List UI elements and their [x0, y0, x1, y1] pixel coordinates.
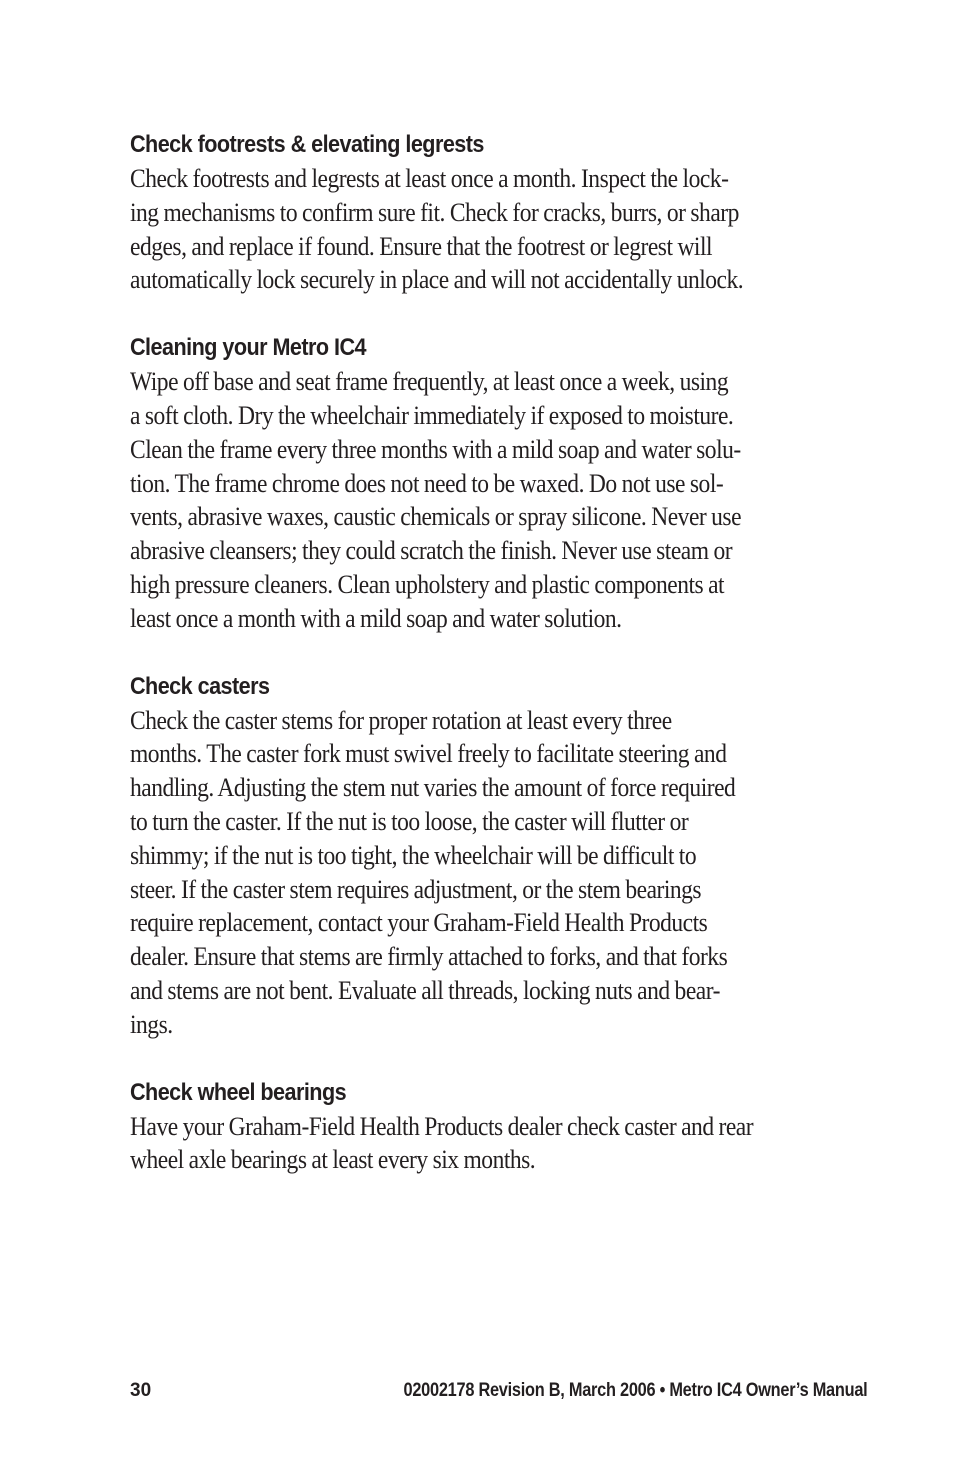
body-line: shimmy; if the nut is too tight, the wheelchair will be difficult to: [130, 840, 697, 870]
body-line: Check footrests and legrests at least once a month. Inspect the lock-: [130, 164, 729, 193]
section-casters: [130, 670, 870, 1042]
body-line: Clean the frame every three months with a mild soap and water solu-: [130, 434, 741, 464]
body-line: to turn the caster. If the nut is too loose, the caster will flutter or: [130, 806, 689, 836]
body-line: ings.: [130, 1009, 173, 1039]
section-heading: Check footrests & elevating legrests: [130, 131, 484, 158]
section-wheel-bearings: [130, 1076, 870, 1178]
document-title: 02002178 Revision B, March 2006 • Metro IC4 Owner’s Manual: [403, 1380, 867, 1401]
body-line: Check the caster stems for proper rotation at least every three: [130, 705, 672, 735]
section-heading: Cleaning your Metro IC4: [130, 334, 367, 362]
body-line: require replacement, contact your Graham-Field Health Products: [130, 908, 708, 938]
body-line: vents, abrasive waxes, caustic chemicals or spray silicone. Never use: [130, 502, 742, 532]
section-body: [130, 704, 870, 1042]
page-footer: [130, 1378, 867, 1404]
section-heading: Check casters: [130, 672, 270, 700]
body-line: dealer. Ensure that stems are firmly attached to forks, and that forks: [130, 942, 728, 972]
page-content: [130, 128, 870, 1211]
body-line: steer. If the caster stem requires adjustment, or the stem bearings: [130, 874, 702, 904]
section-body: [130, 1110, 870, 1178]
body-line: months. The caster fork must swivel freely to facilitate steering and: [130, 739, 727, 769]
section-heading: Check wheel bearings: [130, 1078, 347, 1106]
body-line: abrasive cleansers; they could scratch the finish. Never use steam or: [130, 536, 733, 566]
section-body: [130, 162, 870, 297]
body-line: Have your Graham-Field Health Products dealer check caster and rear: [130, 1111, 754, 1141]
page-number: 30: [130, 1380, 152, 1401]
body-line: tion. The frame chrome does not need to be waxed. Do not use sol-: [130, 468, 724, 498]
body-line: edges, and replace if found. Ensure that the footrest or legrest will: [130, 231, 713, 261]
body-line: high pressure cleaners. Clean upholstery and plastic components at: [130, 569, 725, 599]
body-line: handling. Adjusting the stem nut varies the amount of force required: [130, 773, 736, 803]
body-line: a soft cloth. Dry the wheelchair immediately if exposed to moisture.: [130, 400, 734, 430]
section-footrests-legrests: [130, 128, 870, 297]
section-cleaning: [130, 331, 870, 635]
body-line: ing mechanisms to confirm sure fit. Check for cracks, burrs, or sharp: [130, 197, 739, 227]
body-line: automatically lock securely in place and will not accidentally unlock.: [130, 265, 744, 295]
body-line: least once a month with a mild soap and water solution.: [130, 603, 622, 633]
section-body: [130, 365, 870, 635]
body-line: wheel axle bearings at least every six months.: [130, 1145, 536, 1175]
body-line: Wipe off base and seat frame frequently, at least once a week, using: [130, 367, 729, 397]
body-line: and stems are not bent. Evaluate all threads, locking nuts and bear-: [130, 975, 720, 1005]
